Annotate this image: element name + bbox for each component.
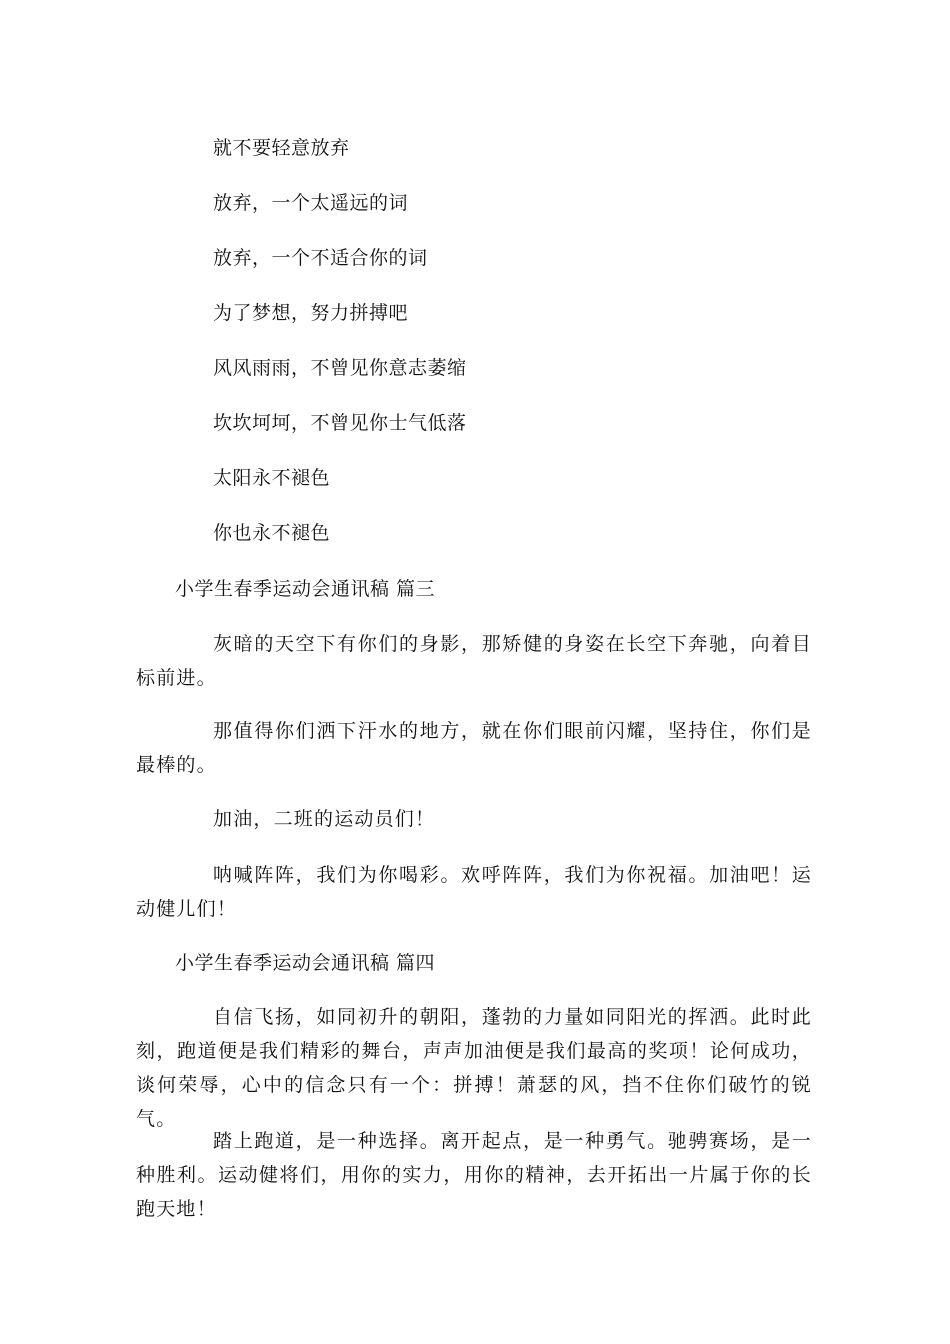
paragraph: 加油，二班的运动员们！ [213, 808, 436, 830]
poem-line: 太阳永不褪色 [213, 467, 331, 489]
poem-line: 风风雨雨，不曾见你意志萎缩 [213, 357, 467, 379]
paragraph: 自信飞扬，如同初升的朝阳，蓬勃的力量如同阳光的挥洒。此时此刻，跑道便是我们精彩的舞台，声声加油便是我们最高的奖项！论何成功，谈何荣辱，心中的信念只有一个：拼搏！萧瑟的风，挡不住你们破竹的锐气。 [136, 1006, 812, 1130]
section-heading: 小学生春季运动会通讯稿 篇四 [175, 952, 436, 974]
poem-line: 你也永不褪色 [213, 522, 331, 544]
poem-line: 放弃，一个不适合你的词 [213, 247, 428, 269]
paragraph: 踏上跑道，是一种选择。离开起点，是一种勇气。驰骋赛场，是一种胜利。运动健将们，用你的实力，用你的精神，去开拓出一片属于你的长跑天地！ [136, 1130, 812, 1220]
poem-line: 为了梦想，努力拼搏吧 [213, 302, 409, 324]
paragraph: 灰暗的天空下有你们的身影，那矫健的身姿在长空下奔驰，向着目标前进。 [136, 633, 812, 689]
poem-line: 坎坎坷坷，不曾见你士气低落 [213, 412, 467, 434]
poem-line: 放弃，一个太遥远的词 [213, 192, 409, 214]
poem-line: 就不要轻意放弃 [213, 137, 350, 159]
section-heading: 小学生春季运动会通讯稿 篇三 [175, 578, 436, 600]
paragraph: 呐喊阵阵，我们为你喝彩。欢呼阵阵，我们为你祝福。加油吧！运动健儿们！ [136, 864, 812, 920]
paragraph: 那值得你们洒下汗水的地方，就在你们眼前闪耀，坚持住，你们是最棒的。 [136, 720, 812, 776]
